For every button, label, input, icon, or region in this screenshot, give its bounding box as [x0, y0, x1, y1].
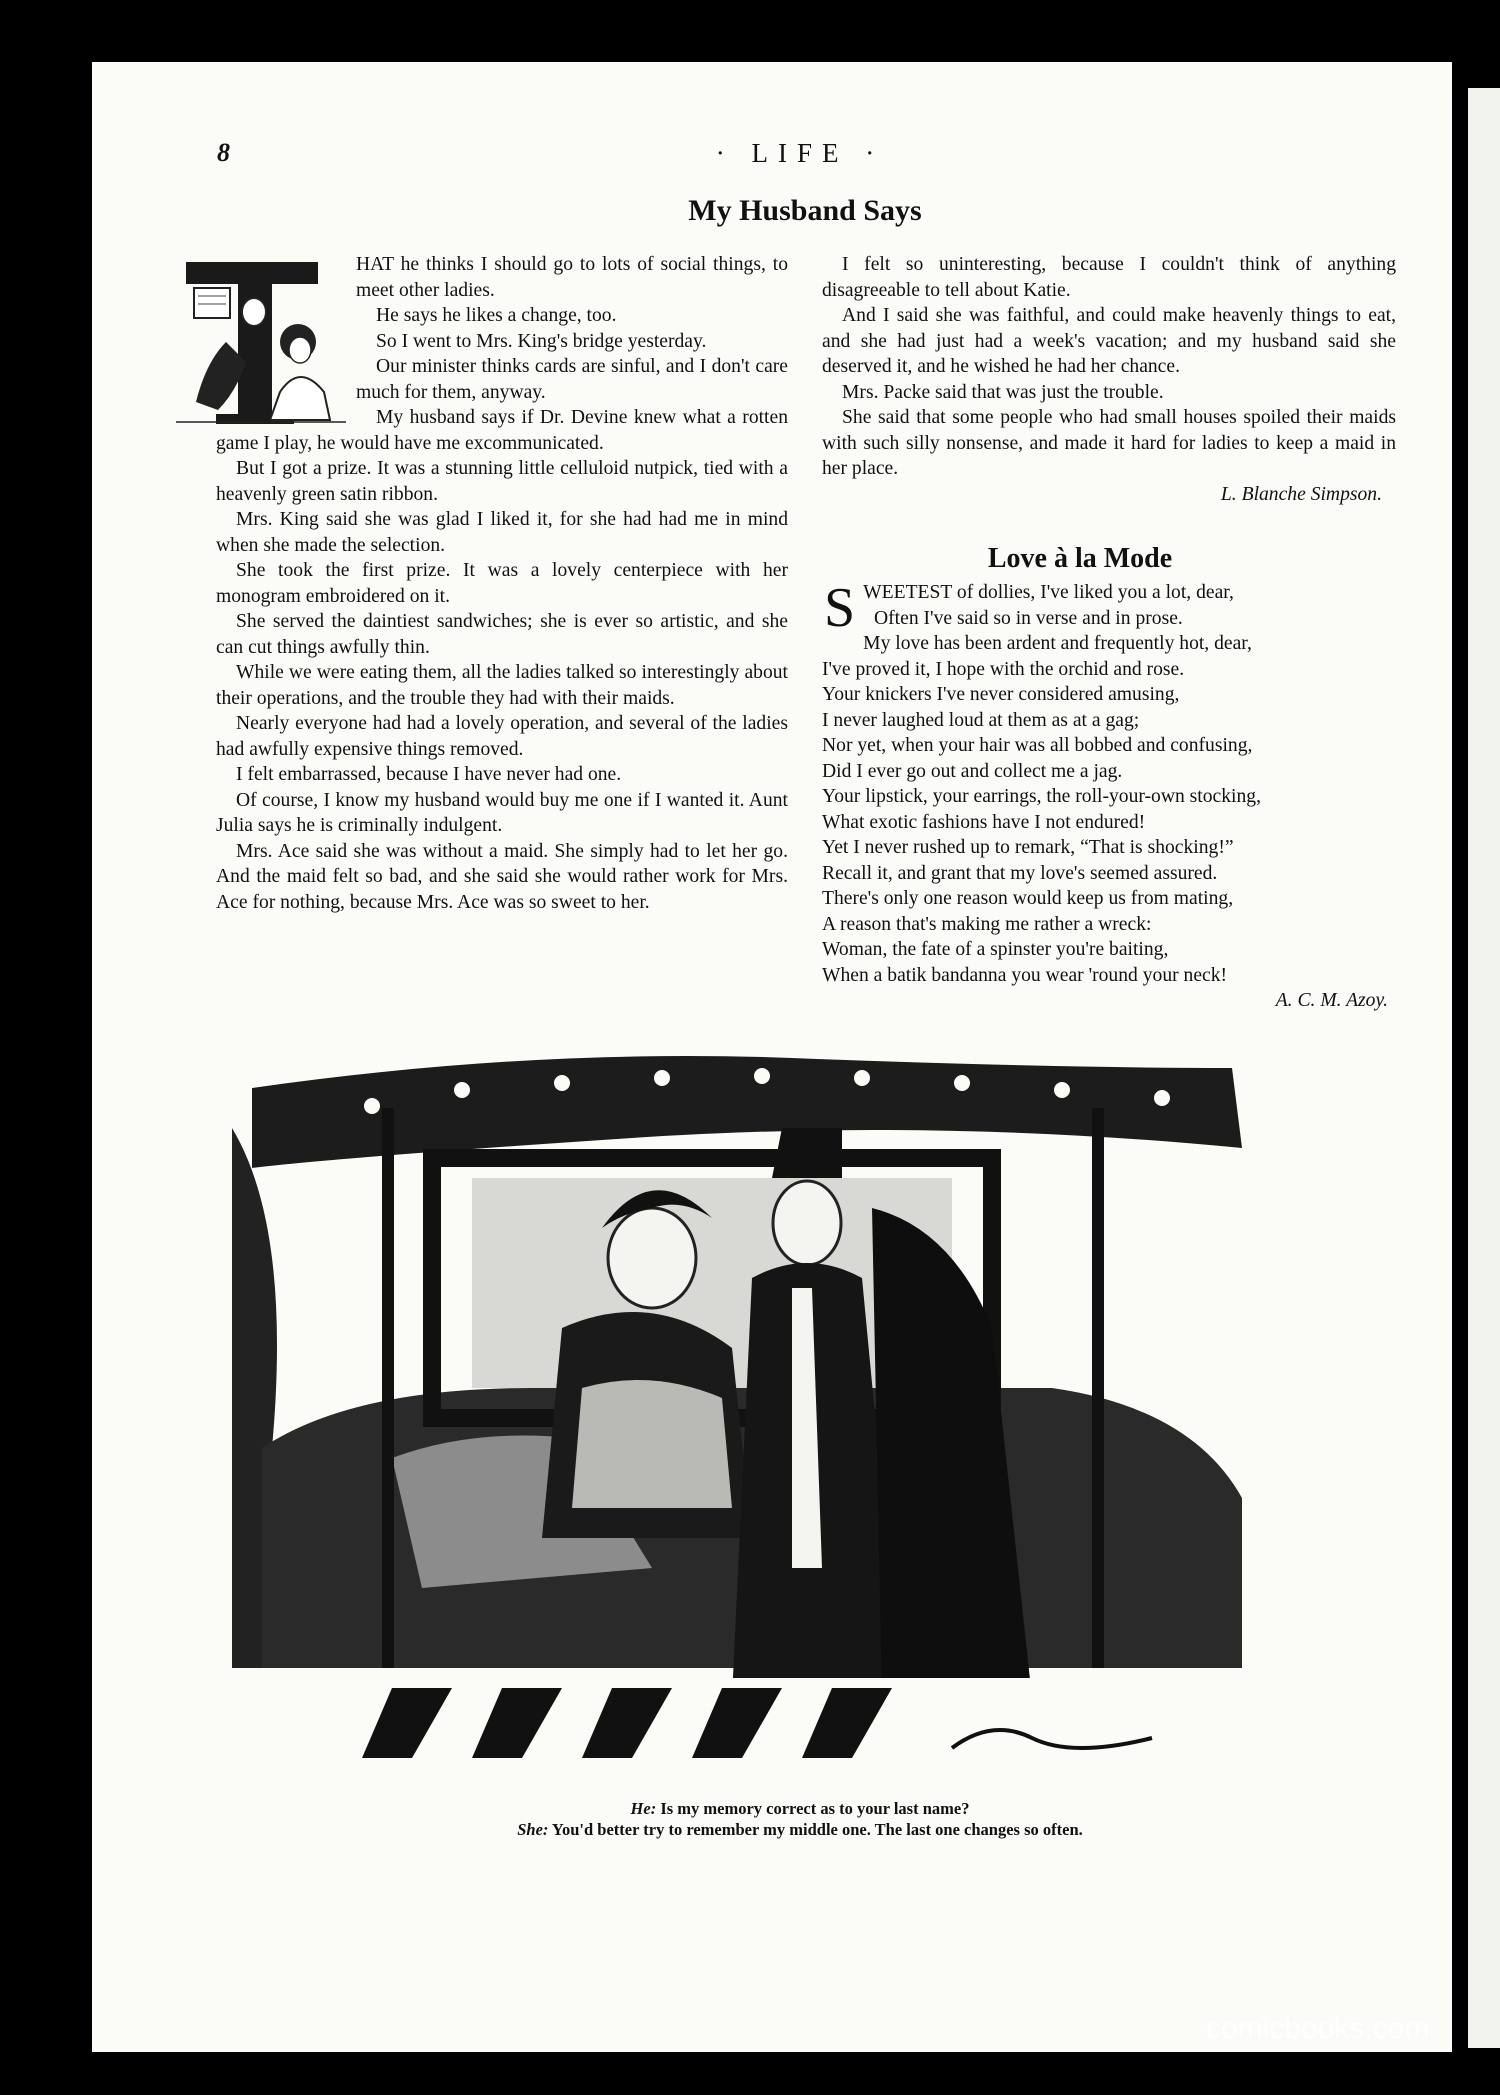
paragraph: While we were eating them, all the ladies talked so interestingly about their operations, and the trouble they had with their maids.: [216, 662, 788, 709]
dropcap-t-illustration: [176, 252, 348, 428]
poem-line-text: WEETEST of dollies, I've liked you a lot, dear,: [863, 582, 1234, 603]
poem-body: [822, 577, 1396, 1014]
poem-line: I never laughed loud at them as at a gag;: [822, 709, 1140, 731]
poem-line: My love has been ardent and frequently hot, dear,: [863, 633, 1252, 654]
paragraph: She served the daintiest sandwiches; she is ever so artistic, and she can cut things awfully thin.: [216, 611, 788, 658]
poem-signature: A. C. M. Azoy.: [1275, 990, 1388, 1011]
watermark-text: comicbooks.com: [1206, 2012, 1430, 2045]
paragraph: So I went to Mrs. King's bridge yesterday.: [376, 330, 707, 352]
poem-line: A reason that's making me rather a wreck:: [822, 913, 1152, 935]
speaker-label-he: He:: [630, 1799, 657, 1818]
cartoon-caption: [300, 1798, 1300, 1840]
poem-line: What exotic fashions have I not endured!: [822, 811, 1146, 833]
paragraph: My husband says if Dr. Devine knew what a rotten game I play, he would have me excommunicated.: [216, 407, 788, 454]
cartoon-illustration: [232, 1028, 1256, 1786]
poem-line: Your lipstick, your earrings, the roll-your-own stocking,: [822, 786, 1261, 807]
paragraph: She took the first prize. It was a lovely centerpiece with her monogram embroidered on it.: [216, 560, 788, 607]
article-right-column: [822, 252, 1396, 507]
paragraph: I felt embarrassed, because I have never had one.: [236, 764, 622, 785]
paragraph: But I got a prize. It was a stunning little celluloid nutpick, tied with a heavenly green satin ribbon.: [216, 458, 788, 505]
caption-he-line: [300, 1798, 1300, 1819]
masthead: · LIFE ·: [715, 138, 885, 168]
caption-she-text: You'd better try to remember my middle one. The last one changes so often.: [551, 1820, 1083, 1839]
poem-line: Often I've said so in verse and in prose.: [874, 607, 1183, 629]
poem-line: Woman, the fate of a spinster you're baiting,: [822, 939, 1169, 960]
author-signature: L. Blanche Simpson.: [1220, 483, 1382, 505]
caption-he-text: Is my memory correct as to your last name?: [660, 1799, 970, 1818]
facing-page-edge: [1468, 88, 1500, 2048]
poem-title-love-a-la-mode: Love à la Mode: [987, 543, 1173, 574]
poem-line: When a batik bandanna you wear 'round your neck!: [822, 964, 1228, 986]
page-number: 8: [217, 138, 230, 167]
poem-line: Your knickers I've never considered amusing,: [822, 684, 1180, 705]
article-left-column: [216, 252, 788, 915]
paragraph: I felt so uninteresting, because I couldn't think of anything disagreeable to tell about Katie.: [822, 254, 1396, 301]
paragraph: Nearly everyone had had a lovely operation, and several of the ladies had awfully expensive things removed.: [216, 713, 788, 760]
paragraph: And I said she was faithful, and could make heavenly things to eat, and she had just had a week's vacation; and my husband said she deserved it, and he wished he had her chance.: [822, 305, 1396, 377]
paragraph: HAT he thinks I should go to lots of social things, to meet other ladies.: [356, 254, 788, 301]
caption-she-line: [300, 1819, 1300, 1840]
poem-line: Yet I never rushed up to remark, “That is shocking!”: [822, 837, 1234, 858]
paragraph: She said that some people who had small houses spoiled their maids with such silly nonsense, and made it hard for ladies to keep a maid in her place.: [822, 407, 1396, 479]
dropcap-illustration: [176, 252, 348, 428]
paragraph: Mrs. Ace said she was without a maid. She simply had to let her go. And the maid felt so bad, and she said she would rather work for Mrs. Ace for nothing, because Mrs. Ace was so sweet to her.: [216, 840, 788, 913]
paragraph: Our minister thinks cards are sinful, and I don't care much for them, anyway.: [356, 356, 788, 403]
article-title-my-husband-says: My Husband Says: [688, 194, 922, 227]
paragraph: Mrs. King said she was glad I liked it, for she had had me in mind when she made the selection.: [216, 509, 788, 556]
paragraph: He says he likes a change, too.: [376, 305, 617, 326]
poem-line: Nor yet, when your hair was all bobbed and confusing,: [822, 735, 1253, 756]
poem-line: Did I ever go out and collect me a jag.: [822, 760, 1123, 782]
poem-line: I've proved it, I hope with the orchid and rose.: [822, 658, 1185, 680]
speaker-label-she: She:: [517, 1820, 549, 1839]
poem-line: There's only one reason would keep us from mating,: [822, 888, 1234, 909]
paragraph: Of course, I know my husband would buy me one if I wanted it. Aunt Julia says he is criminally indulgent.: [216, 789, 788, 836]
poem-dropcap: S: [824, 577, 856, 639]
paragraph: Mrs. Packe said that was just the trouble.: [842, 381, 1164, 403]
poem-line: Recall it, and grant that my love's seemed assured.: [822, 862, 1218, 884]
